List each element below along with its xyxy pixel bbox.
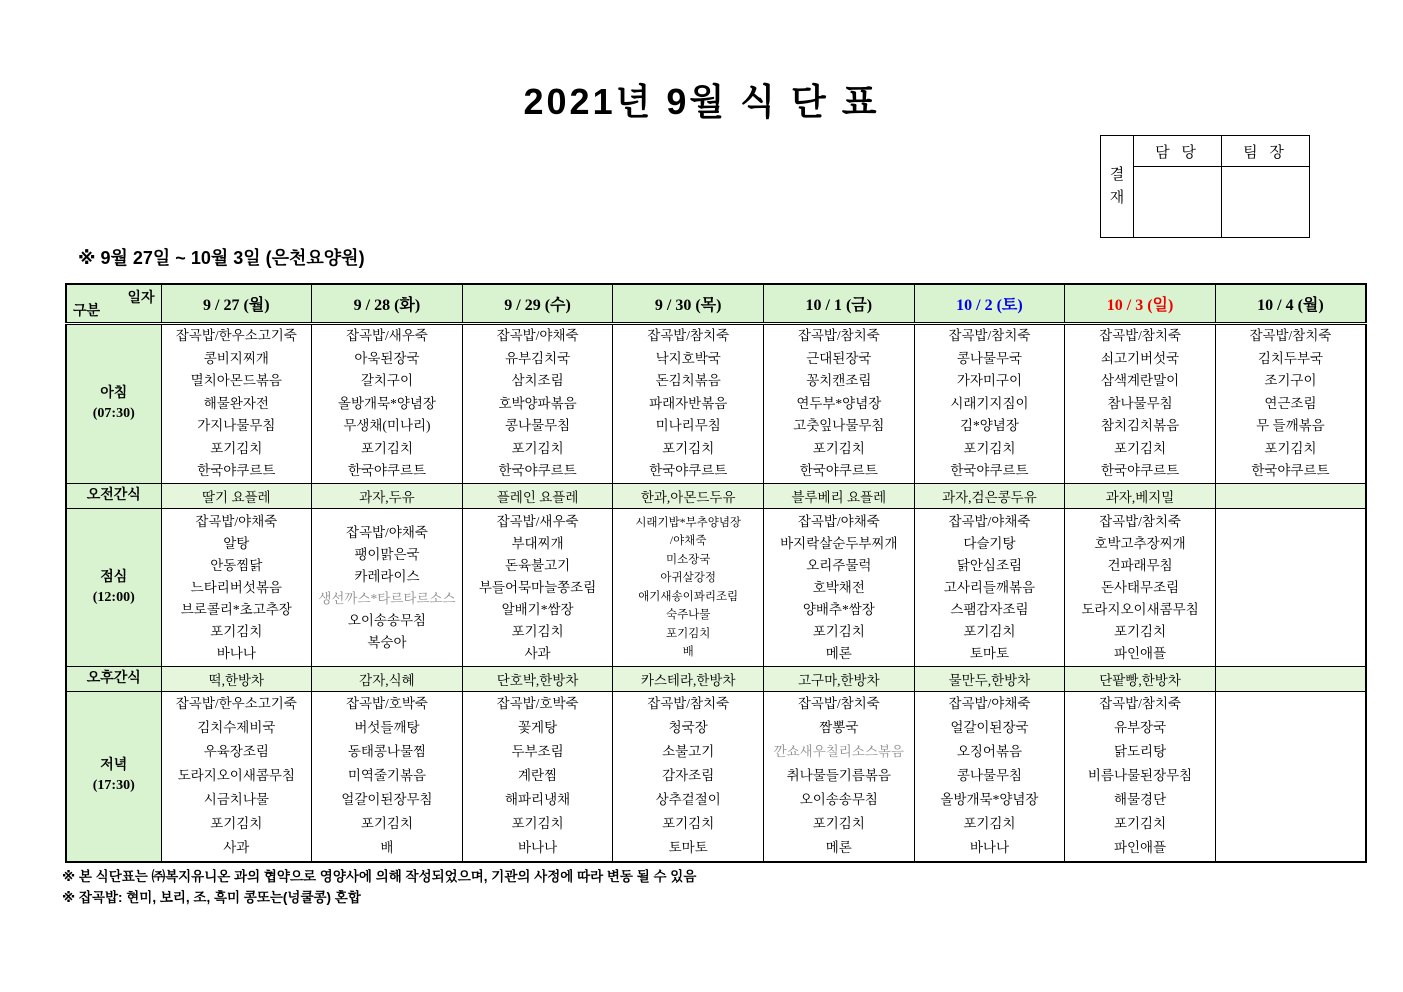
meal-cell: 잡곡밥/참치죽 쇠고기버섯국 삼색계란말이 참나물무침 참치김치볶음 포기김치 한국야쿠르트 <box>1065 324 1216 484</box>
meal-cell: 시래기밥*부추양념장 /야채죽 미소장국 아귀살강정 애기새송이꽈리조림 숙주나물 포기김치 배 <box>613 509 764 667</box>
date-header-row <box>66 284 1366 324</box>
approval-sign-timjang <box>1222 167 1310 238</box>
snack-cell: 단호박,한방차 <box>462 667 613 692</box>
snack-cell: 물만두,한방차 <box>914 667 1065 692</box>
approval-col-timjang: 팀 장 <box>1222 136 1310 167</box>
menu-table <box>65 283 1367 863</box>
meal-cell <box>1215 509 1366 667</box>
menu-row-lunch <box>66 509 1366 667</box>
meal-cell: 잡곡밥/새우죽 부대찌개 돈육불고기 부들어묵마늘쫑조림 알배기*쌈장 포기김치 사과 <box>462 509 613 667</box>
snack-cell <box>1215 484 1366 509</box>
meal-cell: 잡곡밥/새우죽 아욱된장국 갈치구이 올방개묵*양념장 무생채(미나리) 포기김치 한국야쿠르트 <box>312 324 463 484</box>
date-header: 9 / 28 (화) <box>312 284 463 324</box>
meal-cell: 잡곡밥/야채죽 얼갈이된장국 오징어볶음 콩나물무침 올방개묵*양념장 포기김치 바나나 <box>914 692 1065 862</box>
meal-cell: 잡곡밥/참치죽 근대된장국 꽁치캔조림 연두부*양념장 고춧잎나물무침 포기김치 한국야쿠르트 <box>764 324 915 484</box>
meal-cell: 잡곡밥/야채죽 팽이맑은국 카레라이스 생선까스*타르타르소스 오이송송무침 복숭아 <box>312 509 463 667</box>
meal-cell: 잡곡밥/야채죽 유부김치국 삼치조림 호박양파볶음 콩나물무침 포기김치 한국야쿠르트 <box>462 324 613 484</box>
row-label-am-snack: 오전간식 <box>66 484 161 509</box>
row-label-pm-snack: 오후간식 <box>66 667 161 692</box>
row-label-dinner: 저녁 (17:30) <box>66 692 161 862</box>
approval-stamp: 결 재 <box>1101 136 1134 238</box>
snack-cell: 플레인 요플레 <box>462 484 613 509</box>
date-header: 10 / 2 (토) <box>914 284 1065 324</box>
date-header: 9 / 29 (수) <box>462 284 613 324</box>
snack-cell: 과자,검은콩두유 <box>914 484 1065 509</box>
meal-cell: 잡곡밥/야채죽 알탕 안동찜닭 느타리버섯볶음 브로콜리*초고추장 포기김치 바나나 <box>161 509 312 667</box>
snack-cell: 카스테라,한방차 <box>613 667 764 692</box>
meal-cell: 잡곡밥/한우소고기죽 콩비지찌개 멸치아몬드볶음 해물완자전 가지나물무침 포기김치 한국야쿠르트 <box>161 324 312 484</box>
footer-notes <box>62 866 696 908</box>
meal-cell: 잡곡밥/참치죽 낙지호박국 돈김치볶음 파래자반볶음 미나리무침 포기김치 한국야쿠르트 <box>613 324 764 484</box>
footer-note-2: ※ 잡곡밥: 현미, 보리, 조, 흑미 콩또는(넝쿨콩) 혼합 <box>62 890 361 905</box>
row-label-breakfast: 아침 (07:30) <box>66 324 161 484</box>
snack-cell: 한과,아몬드두유 <box>613 484 764 509</box>
approval-box <box>1100 135 1310 238</box>
snack-cell: 과자,두유 <box>312 484 463 509</box>
corner-cell <box>66 284 161 324</box>
approval-col-damdang: 담 당 <box>1134 136 1222 167</box>
meal-cell: 잡곡밥/참치죽 청국장 소불고기 감자조림 상추겉절이 포기김치 토마토 <box>613 692 764 862</box>
date-range-subtitle: ※ 9월 27일 ~ 10월 3일 (은천요양원) <box>78 248 365 268</box>
menu-row-am-snack <box>66 484 1366 509</box>
date-header: 10 / 3 (일) <box>1065 284 1216 324</box>
snack-cell: 고구마,한방차 <box>764 667 915 692</box>
menu-row-dinner <box>66 692 1366 862</box>
snack-cell: 단팥빵,한방차 <box>1065 667 1216 692</box>
page-title: 2021년 9월 식 단 표 <box>523 81 880 122</box>
corner-label-date: 일자 <box>127 291 155 306</box>
row-label-lunch: 점심 (12:00) <box>66 509 161 667</box>
date-header: 10 / 1 (금) <box>764 284 915 324</box>
meal-cell: 잡곡밥/호박죽 버섯들깨탕 동태콩나물찜 미역줄기볶음 얼갈이된장무침 포기김치 배 <box>312 692 463 862</box>
meal-cell: 잡곡밥/참치죽 콩나물무국 가자미구이 시래기지짐이 김*양념장 포기김치 한국야쿠르트 <box>914 324 1065 484</box>
footer-note-1: ※ 본 식단표는 ㈜복지유니온 과의 협약으로 영양사에 의해 작성되었으며, 기관의 사정에 따라 변동 될 수 있음 <box>62 869 697 884</box>
date-header: 9 / 30 (목) <box>613 284 764 324</box>
meal-cell: 잡곡밥/참치죽 짬뽕국 깐쇼새우칠리소스볶음 취나물들기름볶음 오이송송무침 포기김치 메론 <box>764 692 915 862</box>
meal-cell: 잡곡밥/호박죽 꽃게탕 두부조림 계란찜 해파리냉채 포기김치 바나나 <box>462 692 613 862</box>
snack-cell: 과자,베지밀 <box>1065 484 1216 509</box>
meal-cell: 잡곡밥/참치죽 유부장국 닭도리탕 비름나물된장무침 해물경단 포기김치 파인애플 <box>1065 692 1216 862</box>
meal-cell: 잡곡밥/야채죽 다슬기탕 닭안심조림 고사리들깨볶음 스팸감자조림 포기김치 토마토 <box>914 509 1065 667</box>
approval-sign-damdang <box>1134 167 1222 238</box>
snack-cell <box>1215 667 1366 692</box>
meal-cell: 잡곡밥/참치죽 호박고추장찌개 건파래무침 돈사태무조림 도라지오이새콤무침 포기김치 파인애플 <box>1065 509 1216 667</box>
date-header: 9 / 27 (월) <box>161 284 312 324</box>
snack-cell: 감자,식혜 <box>312 667 463 692</box>
menu-row-pm-snack <box>66 667 1366 692</box>
snack-cell: 떡,한방차 <box>161 667 312 692</box>
menu-row-breakfast <box>66 324 1366 484</box>
corner-label-category: 구분 <box>73 304 101 319</box>
snack-cell: 딸기 요플레 <box>161 484 312 509</box>
meal-cell: 잡곡밥/한우소고기죽 김치수제비국 우육장조림 도라지오이새콤무침 시금치나물 포기김치 사과 <box>161 692 312 862</box>
meal-cell: 잡곡밥/참치죽 김치두부국 조기구이 연근조림 무 들깨볶음 포기김치 한국야쿠르트 <box>1215 324 1366 484</box>
date-header: 10 / 4 (월) <box>1215 284 1366 324</box>
meal-cell <box>1215 692 1366 862</box>
meal-cell: 잡곡밥/야채죽 바지락살순두부찌개 오리주물럭 호박채전 양배추*쌈장 포기김치 메론 <box>764 509 915 667</box>
snack-cell: 블루베리 요플레 <box>764 484 915 509</box>
